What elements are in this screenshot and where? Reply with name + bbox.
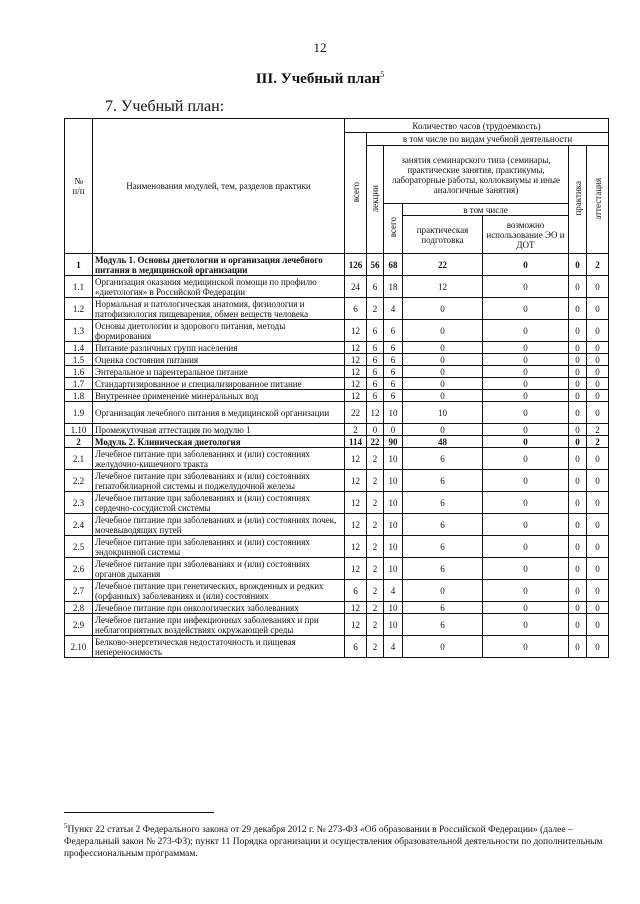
cell-num: 2.1 bbox=[65, 448, 93, 470]
cell-total: 12 bbox=[345, 390, 367, 402]
cell-num: 2 bbox=[65, 436, 93, 448]
cell-name: Промежуточная аттестация по модулю 1 bbox=[93, 424, 345, 436]
cell-att: 0 bbox=[587, 378, 609, 390]
cell-pr: 0 bbox=[569, 558, 587, 580]
cell-num: 1 bbox=[65, 254, 93, 276]
cell-total: 6 bbox=[345, 580, 367, 602]
cell-sem: 6 bbox=[384, 378, 403, 390]
cell-eo: 0 bbox=[483, 298, 569, 320]
cell-prac: 6 bbox=[403, 448, 483, 470]
table-row bbox=[65, 276, 609, 298]
cell-prac: 10 bbox=[403, 402, 483, 424]
table-row bbox=[65, 514, 609, 536]
table-row bbox=[65, 320, 609, 342]
cell-att: 0 bbox=[587, 602, 609, 614]
cell-name: Лечебное питание при генетических, врожденных и редких (орфанных) заболеваниях и (или) состояниях bbox=[93, 580, 345, 602]
cell-name: Нормальная и патологическая анатомия, физиология и патофизиология пищеварения, обмен веществ человека bbox=[93, 298, 345, 320]
table-row bbox=[65, 402, 609, 424]
cell-lec: 2 bbox=[367, 558, 384, 580]
cell-eo: 0 bbox=[483, 636, 569, 658]
cell-eo: 0 bbox=[483, 378, 569, 390]
cell-att: 0 bbox=[587, 320, 609, 342]
cell-prac: 22 bbox=[403, 254, 483, 276]
cell-name: Белково-энергетическая недостаточность и пищевая непереносимость bbox=[93, 636, 345, 658]
cell-eo: 0 bbox=[483, 470, 569, 492]
cell-att: 0 bbox=[587, 514, 609, 536]
header-eo-dot: возможно использование ЭО и ДОТ bbox=[483, 216, 569, 254]
footnote bbox=[64, 820, 612, 860]
cell-prac: 6 bbox=[403, 536, 483, 558]
cell-num: 2.2 bbox=[65, 470, 93, 492]
cell-prac: 48 bbox=[403, 436, 483, 448]
table-row bbox=[65, 354, 609, 366]
cell-num: 1.1 bbox=[65, 276, 93, 298]
cell-lec: 0 bbox=[367, 424, 384, 436]
header-lectures-text: лекции bbox=[370, 184, 380, 213]
table-row bbox=[65, 536, 609, 558]
cell-pr: 0 bbox=[569, 354, 587, 366]
cell-lec: 6 bbox=[367, 276, 384, 298]
header-name: Наименования модулей, тем, разделов практики bbox=[93, 119, 345, 254]
cell-num: 2.9 bbox=[65, 614, 93, 636]
cell-sem: 10 bbox=[384, 536, 403, 558]
cell-num: 1.3 bbox=[65, 320, 93, 342]
cell-sem: 6 bbox=[384, 342, 403, 354]
cell-sem: 6 bbox=[384, 390, 403, 402]
cell-lec: 2 bbox=[367, 580, 384, 602]
section-title-text: III. Учебный план bbox=[255, 71, 381, 87]
cell-att: 0 bbox=[587, 366, 609, 378]
table-row bbox=[65, 366, 609, 378]
cell-name: Стандартизированное и специализированное питание bbox=[93, 378, 345, 390]
cell-eo: 0 bbox=[483, 254, 569, 276]
header-by-type: в том числе по видам учебной деятельности bbox=[367, 133, 609, 146]
table-row bbox=[65, 558, 609, 580]
cell-sem: 10 bbox=[384, 402, 403, 424]
cell-att: 0 bbox=[587, 536, 609, 558]
header-total-text: всего bbox=[350, 181, 361, 203]
cell-total: 12 bbox=[345, 320, 367, 342]
cell-num: 1.8 bbox=[65, 390, 93, 402]
cell-name: Основы диетологии и здорового питания, методы формирования bbox=[93, 320, 345, 342]
cell-total: 12 bbox=[345, 514, 367, 536]
cell-lec: 2 bbox=[367, 602, 384, 614]
cell-total: 6 bbox=[345, 298, 367, 320]
cell-pr: 0 bbox=[569, 602, 587, 614]
table-row bbox=[65, 636, 609, 658]
cell-pr: 0 bbox=[569, 536, 587, 558]
cell-att: 2 bbox=[587, 254, 609, 276]
cell-name: Питание различных групп населения bbox=[93, 342, 345, 354]
header-seminar: занятия семинарского типа (семинары, практические занятия, практикумы, лабораторные работы, коллоквиумы и иные аналогичные занятия) bbox=[384, 146, 569, 204]
header-seminar-total bbox=[384, 204, 403, 254]
cell-num: 2.4 bbox=[65, 514, 93, 536]
cell-att: 0 bbox=[587, 448, 609, 470]
cell-name: Лечебное питание при инфекционных заболеваниях и при неблагоприятных воздействиях окружающей среды bbox=[93, 614, 345, 636]
cell-eo: 0 bbox=[483, 366, 569, 378]
cell-name: Внутреннее применение минеральных вод bbox=[93, 390, 345, 402]
cell-total: 114 bbox=[345, 436, 367, 448]
cell-sem: 10 bbox=[384, 602, 403, 614]
cell-name: Лечебное питание при заболеваниях и (или) состояниях желудочно-кишечного тракта bbox=[93, 448, 345, 470]
cell-eo: 0 bbox=[483, 536, 569, 558]
cell-total: 12 bbox=[345, 342, 367, 354]
table-row bbox=[65, 342, 609, 354]
cell-pr: 0 bbox=[569, 436, 587, 448]
cell-pr: 0 bbox=[569, 448, 587, 470]
cell-total: 12 bbox=[345, 470, 367, 492]
cell-eo: 0 bbox=[483, 424, 569, 436]
cell-prac: 0 bbox=[403, 424, 483, 436]
cell-att: 0 bbox=[587, 492, 609, 514]
cell-name: Модуль 2. Клиническая диетология bbox=[93, 436, 345, 448]
cell-total: 12 bbox=[345, 614, 367, 636]
cell-att: 0 bbox=[587, 558, 609, 580]
cell-pr: 0 bbox=[569, 390, 587, 402]
header-practice-text: практика bbox=[572, 181, 583, 216]
cell-sem: 10 bbox=[384, 492, 403, 514]
cell-lec: 2 bbox=[367, 298, 384, 320]
cell-sem: 10 bbox=[384, 514, 403, 536]
cell-name: Организация оказания медицинской помощи по профилю «диетология» в Российской Федерации bbox=[93, 276, 345, 298]
cell-sem: 4 bbox=[384, 580, 403, 602]
table-row bbox=[65, 424, 609, 436]
cell-num: 1.10 bbox=[65, 424, 93, 436]
table-row bbox=[65, 254, 609, 276]
cell-total: 12 bbox=[345, 354, 367, 366]
cell-total: 22 bbox=[345, 402, 367, 424]
cell-name: Лечебное питание при онкологических заболеваниях bbox=[93, 602, 345, 614]
cell-total: 24 bbox=[345, 276, 367, 298]
cell-pr: 0 bbox=[569, 614, 587, 636]
cell-prac: 0 bbox=[403, 342, 483, 354]
cell-pr: 0 bbox=[569, 276, 587, 298]
page-number: 12 bbox=[313, 40, 327, 55]
cell-eo: 0 bbox=[483, 614, 569, 636]
cell-lec: 2 bbox=[367, 536, 384, 558]
cell-sem: 10 bbox=[384, 614, 403, 636]
header-lectures bbox=[367, 146, 384, 254]
cell-sem: 10 bbox=[384, 470, 403, 492]
cell-lec: 12 bbox=[367, 402, 384, 424]
cell-att: 0 bbox=[587, 276, 609, 298]
cell-att: 0 bbox=[587, 354, 609, 366]
cell-prac: 0 bbox=[403, 366, 483, 378]
cell-sem: 0 bbox=[384, 424, 403, 436]
cell-pr: 0 bbox=[569, 254, 587, 276]
cell-total: 12 bbox=[345, 366, 367, 378]
cell-name: Лечебное питание при заболеваниях и (или) состояниях органов дыхания bbox=[93, 558, 345, 580]
cell-name: Организация лечебного питания в медицинской организации bbox=[93, 402, 345, 424]
cell-pr: 0 bbox=[569, 342, 587, 354]
table-row bbox=[65, 580, 609, 602]
cell-prac: 0 bbox=[403, 636, 483, 658]
cell-att: 0 bbox=[587, 636, 609, 658]
header-hours-total: Количество часов (трудоемкость) bbox=[345, 119, 609, 133]
cell-num: 2.7 bbox=[65, 580, 93, 602]
cell-lec: 6 bbox=[367, 378, 384, 390]
cell-sem: 6 bbox=[384, 320, 403, 342]
cell-lec: 2 bbox=[367, 448, 384, 470]
table-row bbox=[65, 436, 609, 448]
cell-prac: 0 bbox=[403, 320, 483, 342]
cell-eo: 0 bbox=[483, 320, 569, 342]
cell-prac: 0 bbox=[403, 298, 483, 320]
cell-lec: 2 bbox=[367, 614, 384, 636]
cell-num: 1.2 bbox=[65, 298, 93, 320]
cell-pr: 0 bbox=[569, 320, 587, 342]
cell-pr: 0 bbox=[569, 636, 587, 658]
cell-att: 0 bbox=[587, 580, 609, 602]
cell-att: 0 bbox=[587, 614, 609, 636]
table-body bbox=[65, 254, 609, 658]
cell-eo: 0 bbox=[483, 492, 569, 514]
table-row bbox=[65, 492, 609, 514]
cell-pr: 0 bbox=[569, 402, 587, 424]
cell-att: 0 bbox=[587, 342, 609, 354]
cell-eo: 0 bbox=[483, 602, 569, 614]
header-attestation bbox=[587, 146, 609, 254]
cell-eo: 0 bbox=[483, 558, 569, 580]
footnote-divider bbox=[64, 812, 214, 813]
cell-num: 2.6 bbox=[65, 558, 93, 580]
cell-total: 126 bbox=[345, 254, 367, 276]
cell-eo: 0 bbox=[483, 390, 569, 402]
cell-prac: 6 bbox=[403, 558, 483, 580]
cell-pr: 0 bbox=[569, 514, 587, 536]
header-including: в том числе bbox=[403, 204, 569, 216]
header-practice bbox=[569, 146, 587, 254]
table-row bbox=[65, 614, 609, 636]
cell-prac: 12 bbox=[403, 276, 483, 298]
cell-num: 1.6 bbox=[65, 366, 93, 378]
cell-num: 2.8 bbox=[65, 602, 93, 614]
cell-name: Оценка состояния питания bbox=[93, 354, 345, 366]
cell-eo: 0 bbox=[483, 354, 569, 366]
cell-num: 1.9 bbox=[65, 402, 93, 424]
cell-total: 12 bbox=[345, 558, 367, 580]
cell-prac: 0 bbox=[403, 580, 483, 602]
cell-num: 1.7 bbox=[65, 378, 93, 390]
cell-sem: 4 bbox=[384, 636, 403, 658]
cell-sem: 68 bbox=[384, 254, 403, 276]
cell-lec: 22 bbox=[367, 436, 384, 448]
cell-total: 6 bbox=[345, 636, 367, 658]
cell-eo: 0 bbox=[483, 342, 569, 354]
cell-sem: 18 bbox=[384, 276, 403, 298]
cell-pr: 0 bbox=[569, 424, 587, 436]
cell-lec: 2 bbox=[367, 636, 384, 658]
cell-pr: 0 bbox=[569, 298, 587, 320]
cell-lec: 6 bbox=[367, 342, 384, 354]
cell-lec: 56 bbox=[367, 254, 384, 276]
cell-sem: 90 bbox=[384, 436, 403, 448]
table-row bbox=[65, 602, 609, 614]
cell-name: Модуль 1. Основы диетологии и организация лечебного питания в медицинской организации bbox=[93, 254, 345, 276]
cell-eo: 0 bbox=[483, 436, 569, 448]
cell-num: 2.3 bbox=[65, 492, 93, 514]
cell-prac: 6 bbox=[403, 514, 483, 536]
table-row bbox=[65, 298, 609, 320]
cell-eo: 0 bbox=[483, 580, 569, 602]
cell-lec: 2 bbox=[367, 492, 384, 514]
table-caption: 7. Учебный план: bbox=[105, 98, 225, 115]
cell-att: 2 bbox=[587, 436, 609, 448]
cell-pr: 0 bbox=[569, 492, 587, 514]
cell-num: 2.5 bbox=[65, 536, 93, 558]
cell-prac: 6 bbox=[403, 492, 483, 514]
table-row bbox=[65, 448, 609, 470]
cell-name: Лечебное питание при заболеваниях и (или) состояниях сердечно-сосудистой системы bbox=[93, 492, 345, 514]
cell-lec: 6 bbox=[367, 390, 384, 402]
cell-prac: 0 bbox=[403, 390, 483, 402]
cell-lec: 2 bbox=[367, 470, 384, 492]
cell-lec: 6 bbox=[367, 354, 384, 366]
cell-prac: 6 bbox=[403, 602, 483, 614]
cell-name: Лечебное питание при заболеваниях и (или) состояниях гепатобилиарной системы и поджелудочной железы bbox=[93, 470, 345, 492]
cell-lec: 6 bbox=[367, 320, 384, 342]
cell-att: 0 bbox=[587, 402, 609, 424]
cell-prac: 6 bbox=[403, 470, 483, 492]
cell-total: 12 bbox=[345, 492, 367, 514]
cell-att: 0 bbox=[587, 470, 609, 492]
cell-sem: 10 bbox=[384, 558, 403, 580]
cell-lec: 2 bbox=[367, 514, 384, 536]
cell-sem: 6 bbox=[384, 354, 403, 366]
table-row bbox=[65, 470, 609, 492]
table-row bbox=[65, 378, 609, 390]
cell-pr: 0 bbox=[569, 580, 587, 602]
header-seminar-total-text: всего bbox=[388, 217, 398, 238]
cell-sem: 4 bbox=[384, 298, 403, 320]
footnote-mark: 5 bbox=[64, 822, 68, 830]
cell-sem: 6 bbox=[384, 366, 403, 378]
cell-att: 0 bbox=[587, 390, 609, 402]
curriculum-table bbox=[64, 118, 609, 658]
cell-eo: 0 bbox=[483, 514, 569, 536]
cell-num: 1.5 bbox=[65, 354, 93, 366]
section-footnote-mark: 5 bbox=[380, 70, 385, 79]
cell-pr: 0 bbox=[569, 366, 587, 378]
cell-eo: 0 bbox=[483, 448, 569, 470]
section-title bbox=[0, 70, 640, 88]
header-attestation-text: аттестация bbox=[592, 177, 603, 220]
cell-name: Лечебное питание при заболеваниях и (или) состояниях эндокринной системы bbox=[93, 536, 345, 558]
header-total bbox=[345, 133, 367, 254]
cell-total: 2 bbox=[345, 424, 367, 436]
cell-prac: 0 bbox=[403, 354, 483, 366]
table-row bbox=[65, 390, 609, 402]
footnote-text: Пункт 22 статьи 2 Федерального закона от 29 декабря 2012 г. № 273-ФЗ «Об образовании в Российской Федерации» (далее – Федеральный закон № 273-ФЗ); пункт 11 Порядка организации и осуществления образовательной деятельности по дополнительным профессиональным программам. bbox=[64, 825, 603, 860]
cell-total: 12 bbox=[345, 536, 367, 558]
cell-sem: 10 bbox=[384, 448, 403, 470]
cell-total: 12 bbox=[345, 378, 367, 390]
cell-prac: 0 bbox=[403, 378, 483, 390]
cell-prac: 6 bbox=[403, 614, 483, 636]
cell-name: Энтеральное и парентеральное питание bbox=[93, 366, 345, 378]
cell-num: 2.10 bbox=[65, 636, 93, 658]
cell-att: 2 bbox=[587, 424, 609, 436]
cell-total: 12 bbox=[345, 602, 367, 614]
cell-pr: 0 bbox=[569, 470, 587, 492]
header-practical-prep: практическая подготовка bbox=[403, 216, 483, 254]
cell-att: 0 bbox=[587, 298, 609, 320]
cell-num: 1.4 bbox=[65, 342, 93, 354]
cell-pr: 0 bbox=[569, 378, 587, 390]
cell-eo: 0 bbox=[483, 276, 569, 298]
header-num: № п/п bbox=[65, 119, 93, 254]
cell-name: Лечебное питание при заболеваниях и (или) состояниях почек, мочевыводящих путей bbox=[93, 514, 345, 536]
cell-eo: 0 bbox=[483, 402, 569, 424]
cell-lec: 6 bbox=[367, 366, 384, 378]
cell-total: 12 bbox=[345, 448, 367, 470]
